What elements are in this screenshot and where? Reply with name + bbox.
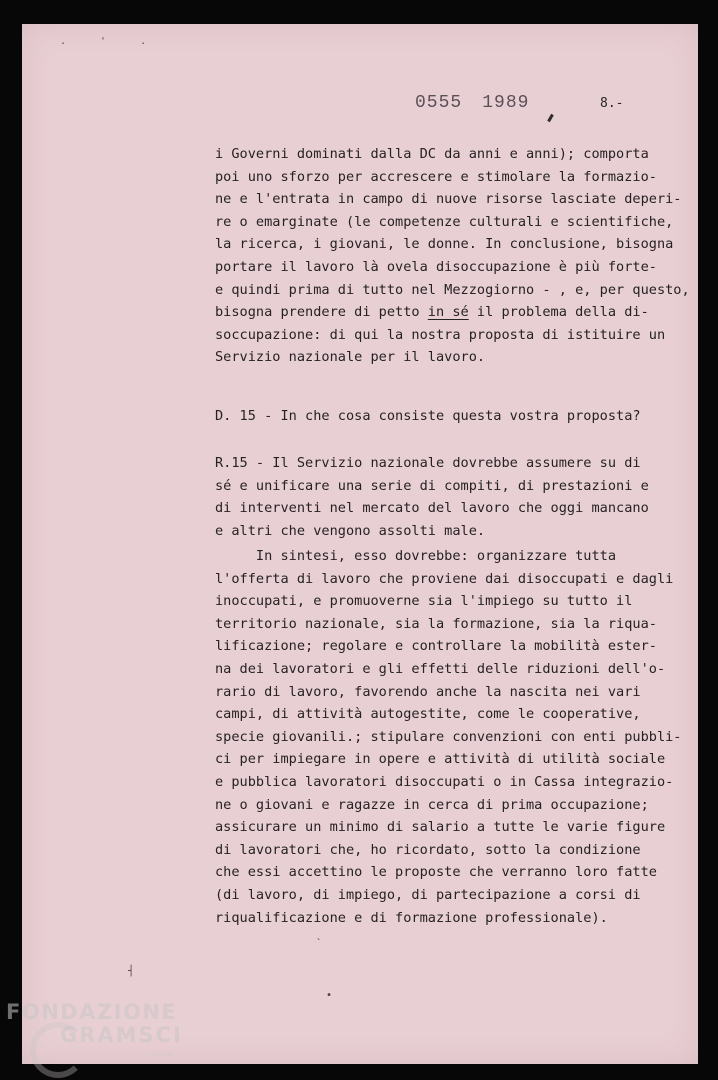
text-line: la ricerca, i giovani, le donne. In conclusione, bisogna	[215, 236, 674, 253]
text-line: rario di lavoro, favorendo anche la nascita nei vari	[215, 683, 641, 700]
text-line: e quindi prima di tutto nel Mezzogiorno - , e, per questo,	[215, 281, 690, 298]
text-line: e pubblica lavoratori disoccupati o in Cassa integrazio-	[215, 773, 674, 790]
text-line: di interventi nel mercato del lavoro che oggi mancano	[215, 500, 649, 517]
paragraph-continuation	[215, 143, 690, 369]
text-line: che essi accettino le proposte che verranno loro fatte	[215, 864, 657, 881]
question-heading: D. 15 - In che cosa consiste questa vostra proposta?	[215, 408, 641, 424]
underlined-phrase: in sé	[427, 304, 469, 321]
text-line: In sintesi, esso dovrebbe: organizzare tutta	[215, 548, 617, 564]
text-line: na dei lavoratori e gli effetti delle riduzioni dell'o-	[215, 660, 666, 677]
text-line: e altri che vengono assolti male.	[215, 522, 486, 539]
text-line: di lavoratori che, ho ricordato, sotto la condizione	[215, 841, 641, 858]
text-line: inoccupati, e promuoverne sia l'impiego su tutto il	[215, 593, 633, 610]
text-line: ne e l'entrata in campo di nuove risorse lasciate deperi-	[215, 191, 682, 208]
text-line: lificazione; regolare e controllare la mobilità ester-	[215, 638, 657, 655]
answer-intro	[215, 452, 649, 542]
watermark-sub: onlus	[152, 1049, 174, 1058]
stray-dot: •	[326, 990, 333, 1001]
text-line-with-underline: bisogna prendere di petto in sé il problema della di-	[215, 304, 649, 321]
archive-year: 1989	[482, 93, 530, 113]
text-line: specie giovanili.; stipulare convenzioni con enti pubbli-	[215, 728, 682, 745]
answer-body	[215, 545, 682, 929]
text-line: ci per impiegare in opere e attività di utilità sociale	[215, 751, 666, 768]
text-line: soccupazione: di qui la nostra proposta di istituire un	[215, 326, 666, 343]
stray-mark: ┤	[128, 966, 135, 977]
watermark-line1: FONDAZIONE	[6, 1000, 178, 1024]
text-line: portare il lavoro là ovela disoccupazione è più forte-	[215, 258, 657, 275]
text-line: R.15 - Il Servizio nazionale dovrebbe assumere su di	[215, 455, 641, 471]
watermark	[6, 1000, 183, 1058]
page-number: 8.-	[600, 96, 624, 111]
text-line: riqualificazione e di formazione professionale).	[215, 909, 608, 926]
text-line: sé e unificare una serie di compiti, di prestazioni e	[215, 477, 649, 494]
text-line: ne o giovani e ragazze in cerca di prima occupazione;	[215, 796, 649, 813]
text-line: Servizio nazionale per il lavoro.	[215, 349, 486, 366]
text-line: territorio nazionale, sia la formazione, sia la riqua-	[215, 615, 657, 632]
archive-reference	[415, 93, 529, 113]
text-line: i Governi dominati dalla DC da anni e anni); comporta	[215, 146, 649, 162]
text-line: re o emarginate (le competenze culturali e scientifiche,	[215, 213, 674, 230]
text-line: poi uno sforzo per accrescere e stimolare la formazio-	[215, 168, 657, 185]
watermark-line2: GRAMSCI	[60, 1023, 183, 1047]
stray-marks-top: . ' .	[60, 36, 161, 47]
text-line: assicurare un minimo di salario a tutte le varie figure	[215, 819, 666, 836]
stray-dot: `	[316, 938, 323, 949]
text-line: (di lavoro, di impiego, di partecipazione a corsi di	[215, 886, 641, 903]
text-line: campi, di attività autogestite, come le cooperative,	[215, 706, 641, 723]
archive-ref-number: 0555	[415, 93, 463, 113]
text-line: l'offerta di lavoro che proviene dai disoccupati e dagli	[215, 570, 674, 587]
